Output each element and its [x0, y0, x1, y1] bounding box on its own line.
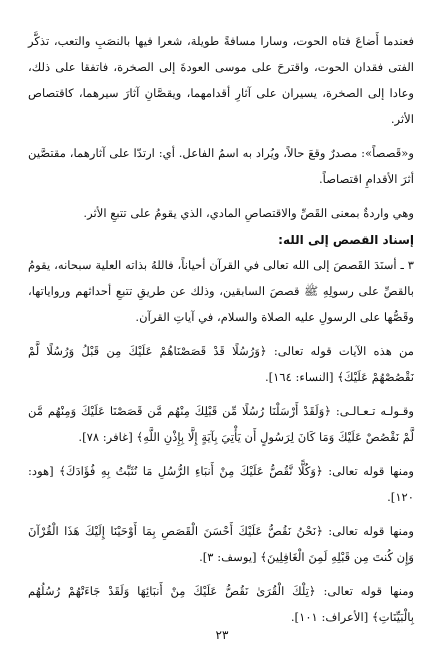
paragraph-qasasan: و«قَصصاً»: مصدرٌ وقعَ حالاً، ويُراد به اسمُ الفاعل. أي: ارتدّا على آثارهما، مقتصَّين أثرَ الأقدامِ اقتصاصاً.: [28, 146, 414, 186]
section-heading: إسناد القصص إلى الله:: [278, 233, 414, 247]
spacer: [28, 330, 414, 338]
spacer: [28, 570, 414, 578]
spacer: [28, 390, 414, 398]
paragraph-verse-araf: ومنها قوله تعالى: ﴿تِلْكَ الْقُرَىٰ نَقُصُّ عَلَيْكَ مِنْ أَنبَائِهَا وَلَقَدْ جَاءَتْهُمْ رُسُلُهُم بِالْبَيِّنَاتِ﴾ [الأعراف: ١٠١].: [28, 584, 414, 624]
spacer: [28, 450, 414, 458]
spacer: [28, 510, 414, 518]
paragraph-verse-yusuf: ومنها قوله تعالى: ﴿نَحْنُ نَقُصُّ عَلَيْكَ أَحْسَنَ الْقَصَصِ بِمَا أَوْحَيْنَا إِلَيْكَ هَذَا الْقُرْآنَ وَإِن كُنتَ مِن قَبْلِهِ لَمِنَ الْغَافِلِينَ﴾ [يوسف: ٣].: [28, 524, 414, 564]
paragraph-meaning: وهي واردةٌ بمعنى القَصِّ والاقتصاصِ المادي، الذي يقومُ على تتبعِ الأثر.: [83, 206, 414, 220]
paragraph-story: فعندما أَضاعَ فتاه الحوت، وسارا مسافةً طويلة، شعرا فيها بالنصَبِ والتعب، تذكَّر الفتى فقدان الحوت، واقترحَ على موسى العودةَ إلى الصخرة، فاتفقا على ذلك، وعادا إلى الصخرة، يسيران على آثارِ أقدامهما، ويقصَّانِ آثارَ سيرهما، كاقتصاص الأثر.: [28, 34, 414, 126]
paragraph-verse-ghafir: وقـولـه تـعـالـى: ﴿وَلَقَدْ أَرْسَلْنَا رُسُلًا مِّن قَبْلِكَ مِنْهُم مَّن قَصَصْنَا عَلَيْكَ وَمِنْهُم مَّن لَّمْ نَقْصُصْ عَلَيْكَ وَمَا كَانَ لِرَسُولٍ أَن يَأْتِيَ بِآيَةٍ إِلَّا بِإِذْنِ اللَّهِ﴾ [غافر: ٧٨].: [28, 404, 414, 444]
spacer: [28, 132, 414, 140]
paragraph-verse-hud: ومنها قوله تعالى: ﴿وَكُلًّا نَّقُصُّ عَلَيْكَ مِنْ أَنبَاءِ الرُّسُلِ مَا نُثَبِّتُ بِهِ فُؤَادَكَ﴾ [هود: ١٢٠].: [28, 464, 414, 504]
paragraph-attribution: ٣ ـ أسنَدَ القَصصَ إلى الله تعالى في القرآن أحياناً، فاللهُ بذاته العلية سبحانه، يقومُ بالقصِّ على رسولِهِ ﷺ قصصَ السابقين، وذلك عن طريقِ تتبعِ أحداثهم ورواياتها، وقَصُّها على الرسولِ عليه الصلاة والسلام، في آياتِ القرآن.: [28, 258, 414, 324]
spacer: [28, 192, 414, 200]
page-number: ٢٣: [215, 628, 229, 642]
paragraph-verse-nisa: من هذه الآيات قوله تعالى: ﴿وَرُسُلًا قَدْ قَصَصْنَاهُمْ عَلَيْكَ مِن قَبْلُ وَرُسُلًا لَّمْ نَقْصُصْهُمْ عَلَيْكَ﴾ [النساء: ١٦٤].: [28, 344, 414, 384]
